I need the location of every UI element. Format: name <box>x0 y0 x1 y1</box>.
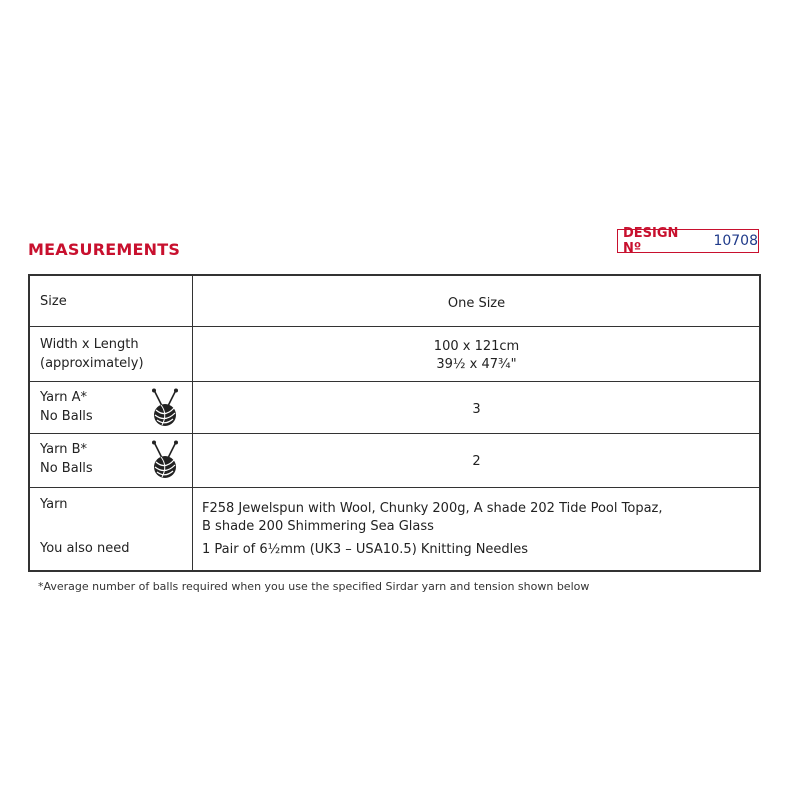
dimensions-metric: 100 x 121cm <box>433 339 520 354</box>
yarn-a-label-line2: No Balls <box>40 409 93 424</box>
page-title: MEASUREMENTS <box>28 240 181 259</box>
yarn-a-balls: 3 <box>472 402 481 417</box>
yarn-b-label-line1: Yarn B* <box>40 442 88 457</box>
yarn-description-line1: F258 Jewelspun with Wool, Chunky 200g, A shade 202 Tide Pool Topaz, <box>202 501 663 516</box>
yarn-b-balls: 2 <box>472 454 481 469</box>
design-number-box <box>617 226 759 256</box>
table-row-yarn-details <box>30 488 759 572</box>
table-row-dimensions <box>30 327 759 382</box>
yarn-description-line2: B shade 200 Shimmering Sea Glass <box>202 519 434 534</box>
design-label: DESIGN Nº <box>623 226 679 256</box>
yarn-ball-icon <box>148 440 182 480</box>
dimensions-imperial: 39½ x 47¾" <box>436 357 517 372</box>
yarn-a-label-line1: Yarn A* <box>40 390 87 405</box>
size-value: One Size <box>447 296 506 311</box>
dimensions-label-line2: (approximately) <box>40 356 144 371</box>
measurements-table <box>28 274 761 572</box>
also-need-label: You also need <box>40 541 130 556</box>
design-number: 10708 <box>713 233 758 249</box>
yarn-label: Yarn <box>40 497 68 512</box>
yarn-ball-icon <box>148 388 182 428</box>
table-row-yarn-b <box>30 434 759 488</box>
dimensions-label-line1: Width x Length <box>40 337 139 352</box>
table-row-size <box>30 276 759 327</box>
footnote: *Average number of balls required when you use the specified Sirdar yarn and tension shown below <box>38 580 590 593</box>
table-row-yarn-a <box>30 382 759 434</box>
yarn-b-label-line2: No Balls <box>40 461 93 476</box>
size-label: Size <box>40 294 67 309</box>
also-need-value: 1 Pair of 6½mm (UK3 – USA10.5) Knitting Needles <box>202 542 529 557</box>
